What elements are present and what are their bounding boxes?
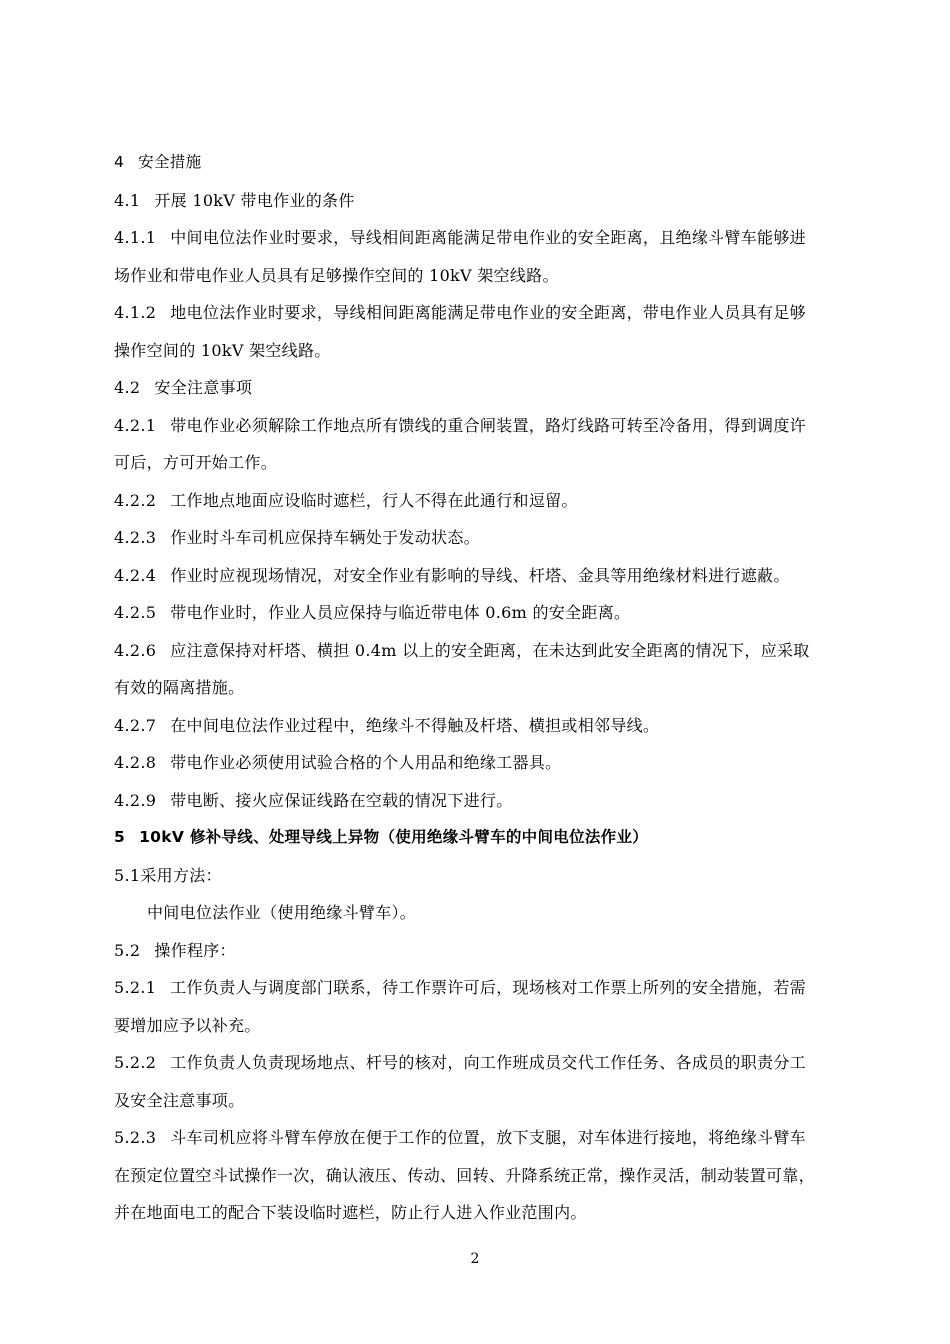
paragraph-5-2-2: 5.2.2 工作负责人负责现场地点、杆号的核对，向工作班成员交代工作任务、各成员的职责分工 bbox=[114, 1053, 806, 1072]
paragraph-4-2-6-cont: 有效的隔离措施。 bbox=[114, 678, 245, 697]
paragraph-4-2-6: 4.2.6 应注意保持对杆塔、横担 0.4m 以上的安全距离，在未达到此安全距离的情况下，应采取 bbox=[114, 640, 810, 660]
paragraph-4-2-5: 4.2.5 带电作业时，作业人员应保持与临近带电体 0.6m 的安全距离。 bbox=[114, 603, 631, 622]
paragraph-4-2-4: 4.2.4 作业时应视现场情况，对安全作业有影响的导线、杆塔、金具等用绝缘材料进行遮蔽。 bbox=[114, 565, 790, 585]
paragraph-4-2-7: 4.2.7 在中间电位法作业过程中，绝缘斗不得触及杆塔、横担或相邻导线。 bbox=[114, 715, 660, 735]
section-heading-4: 4 安全措施 bbox=[114, 153, 202, 171]
subsection-heading-4-2: 4.2 安全注意事项 bbox=[114, 378, 253, 397]
paragraph-5-2-1-cont: 要增加应予以补充。 bbox=[114, 1015, 261, 1035]
paragraph-4-1-2-cont: 操作空间的 10kV 架空线路。 bbox=[114, 340, 331, 360]
paragraph-5-2-3: 5.2.3 斗车司机应将斗臂车停放在便于工作的位置，放下支腿，对车体进行接地，将绝缘斗臂车 bbox=[114, 1128, 806, 1147]
subsection-heading-5-1: 5.1采用方法： bbox=[114, 865, 222, 885]
paragraph-5-2-1: 5.2.1 工作负责人与调度部门联系，待工作票许可后，现场核对工作票上所列的安全措施，若需 bbox=[114, 978, 806, 997]
paragraph-4-1-2: 4.1.2 地电位法作业时要求，导线相间距离能满足带电作业的安全距离，带电作业人员具有足够 bbox=[114, 303, 806, 322]
subsection-heading-4-1: 4.1 开展 10kV 带电作业的条件 bbox=[114, 190, 355, 210]
paragraph-4-2-2: 4.2.2 工作地点地面应设临时遮栏，行人不得在此通行和逗留。 bbox=[114, 490, 578, 510]
subsection-heading-5-2: 5.2 操作程序： bbox=[114, 940, 236, 960]
document-body bbox=[114, 144, 820, 1232]
paragraph-4-2-8: 4.2.8 带电作业必须使用试验合格的个人用品和绝缘工器具。 bbox=[114, 753, 562, 772]
paragraph-4-2-1-cont: 可后，方可开始工作。 bbox=[114, 453, 278, 472]
paragraph-4-1-1: 4.1.1 中间电位法作业时要求，导线相间距离能满足带电作业的安全距离，且绝缘斗臂车能够进 bbox=[114, 228, 806, 247]
paragraph-5-1-method: 中间电位法作业（使用绝缘斗臂车）。 bbox=[147, 903, 417, 922]
paragraph-4-2-1: 4.2.1 带电作业必须解除工作地点所有馈线的重合闸装置，路灯线路可转至冷备用，得到调度许 bbox=[114, 415, 806, 435]
paragraph-4-2-9: 4.2.9 带电断、接火应保证线路在空载的情况下进行。 bbox=[114, 790, 513, 810]
section-heading-5: 5 10kV 修补导线、处理导线上异物（使用绝缘斗臂车的中间电位法作业） bbox=[114, 828, 649, 846]
page-number: 2 bbox=[470, 1251, 480, 1267]
paragraph-4-1-1-cont: 场作业和带电作业人员具有足够操作空间的 10kV 架空线路。 bbox=[114, 265, 559, 285]
paragraph-4-2-3: 4.2.3 作业时斗车司机应保持车辆处于发动状态。 bbox=[114, 528, 480, 547]
paragraph-5-2-2-cont: 及安全注意事项。 bbox=[114, 1090, 245, 1110]
paragraph-5-2-3-cont2: 并在地面电工的配合下装设临时遮栏，防止行人进入作业范围内。 bbox=[114, 1203, 587, 1222]
paragraph-5-2-3-cont: 在预定位置空斗试操作一次，确认液压、传动、回转、升降系统正常，操作灵活，制动装置可靠， bbox=[114, 1165, 815, 1185]
